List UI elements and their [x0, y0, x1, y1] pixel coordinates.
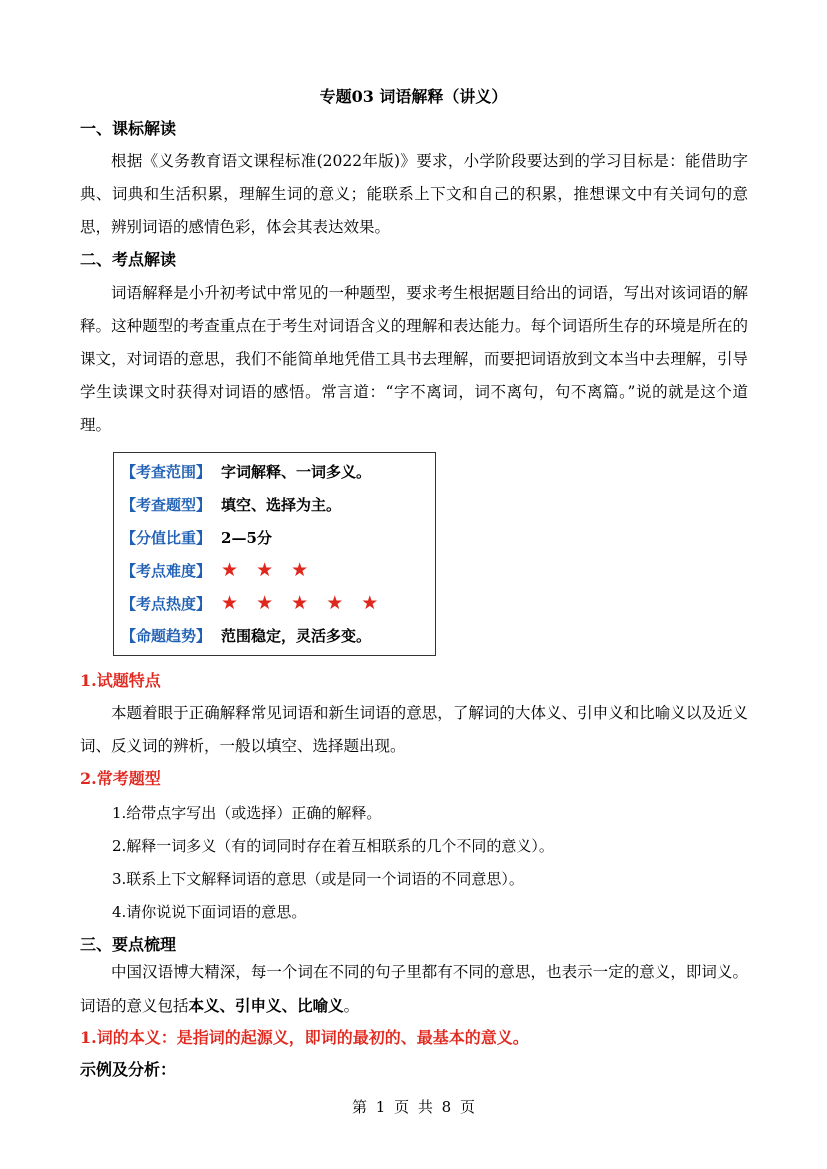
section-heading-exam-points: 二、考点解读 [80, 250, 177, 269]
term-separator: 、 [281, 996, 298, 1015]
paragraph-question-features: 本题着眼于正确解释常见词语和新生词语的意思，了解词的大体义、引申义和比喻义以及近义词、反义词的辨析，一般以填空、选择题出现。 [80, 704, 748, 755]
list-item: 4.请你说说下面词语的意思。 [112, 903, 307, 921]
term-extended-meaning: 引申义 [235, 996, 282, 1015]
paragraph-key-points [80, 956, 748, 1023]
info-row-question-type [121, 492, 341, 516]
info-value: 字词解释、一词多义。 [221, 462, 372, 481]
info-row-score-weight [121, 525, 272, 549]
key-points-end: 。 [343, 997, 360, 1015]
info-label: 【命题趋势】 [121, 626, 212, 645]
info-value: 填空、选择为主。 [221, 495, 342, 514]
info-label: 【考查题型】 [121, 495, 212, 514]
info-row-popularity [121, 591, 384, 615]
paragraph-standards: 根据《义务教育语文课程标准(2022年版)》要求，小学阶段要达到的学习目标是：能借助字典、词典和生活积累，理解生词的意义；能联系上下文和自己的积累，推想课文中有关词句的意思，辨别词语的感情色彩，体会其表达效果。 [80, 152, 748, 236]
info-label: 【考点难度】 [121, 561, 212, 580]
point-original-meaning: 1.词的本义：是指词的起源义，即词的最初的、最基本的意义。 [80, 1028, 529, 1047]
term-metaphorical-meaning: 比喻义 [297, 996, 344, 1015]
list-item: 2.解释一词多义（有的词同时存在着互相联系的几个不同的意义）。 [112, 837, 554, 855]
info-value: 范围稳定，灵活多变。 [221, 626, 372, 645]
difficulty-stars-icon: ★ ★ ★ [221, 559, 315, 581]
list-item: 3.联系上下文解释词语的意思（或是同一个词语的不同意思）。 [112, 870, 524, 888]
paragraph-exam-points: 词语解释是小升初考试中常见的一种题型，要求考生根据题目给出的词语，写出对该词语的解释。这种题型的考查重点在于考生对词语含义的理解和表达能力。每个词语所生存的环境是所在的课文，对词语的意思，我们不能简单地凭借工具书去理解，而要把词语放到文本当中去理解，引导学生读课文时获得对词语的感悟。常言道：“字不离词，词不离句，句不离篇。”说的就是这个道理。 [80, 284, 748, 434]
info-label: 【考查范围】 [121, 462, 212, 481]
info-row-difficulty [121, 558, 314, 582]
info-row-trend [121, 623, 371, 647]
example-heading: 示例及分析： [80, 1060, 177, 1079]
info-value: 2—5分 [221, 528, 272, 547]
section-heading-key-points: 三、要点梳理 [80, 935, 177, 954]
page-footer: 第 1 页 共 8 页 [352, 1098, 475, 1116]
info-label: 【考点热度】 [121, 594, 212, 613]
popularity-stars-icon: ★ ★ ★ ★ ★ [221, 592, 385, 614]
subheading-question-features: 1.试题特点 [80, 671, 161, 690]
info-label: 【分值比重】 [121, 528, 212, 547]
term-separator: 、 [219, 996, 236, 1015]
subheading-common-types: 2.常考题型 [80, 769, 161, 788]
key-points-text: 中国汉语博大精深，每一个词在不同的句子里都有不同的意思，也表示一定的意义，即词义。词语的意义包括 [80, 963, 748, 1015]
list-item: 1.给带点字写出（或选择）正确的解释。 [112, 804, 382, 822]
exam-info-box [113, 452, 436, 656]
page-title: 专题03 词语解释（讲义） [319, 87, 508, 106]
info-row-scope [121, 459, 371, 483]
section-heading-standards: 一、课标解读 [80, 119, 177, 138]
term-original-meaning: 本义 [188, 996, 220, 1015]
